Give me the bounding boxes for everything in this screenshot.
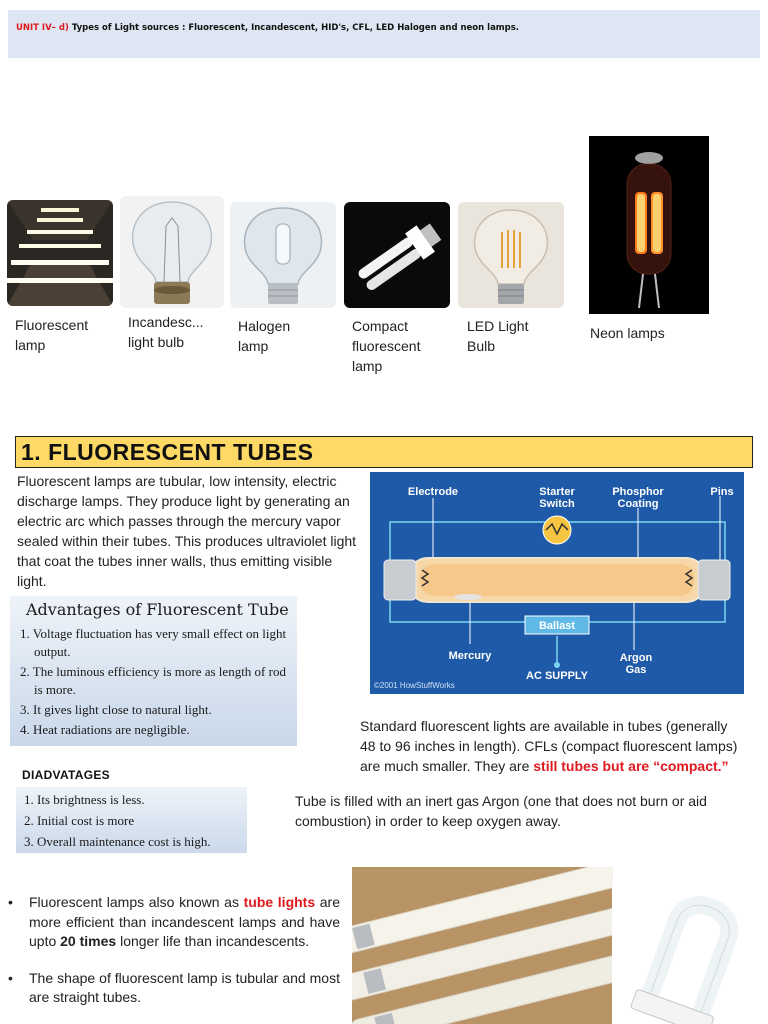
advantages-title: Advantages of Fluorescent Tube bbox=[26, 600, 289, 619]
fluorescent-tubes-photo bbox=[352, 867, 613, 1024]
disadvantages-box bbox=[16, 787, 247, 853]
diagram-label-starter: Starter Switch bbox=[539, 486, 575, 510]
advantage-item: 2. The luminous efficiency is more as length of rod is more. bbox=[20, 664, 286, 697]
diagram-label-argon: Argon Gas bbox=[619, 652, 653, 676]
halogen-lamp-label: Halogen lamp bbox=[238, 318, 291, 354]
fluorescent-lamp-label: Fluorescent lamp bbox=[15, 317, 89, 353]
diagram-label-ballast: Ballast bbox=[538, 620, 576, 632]
diagram-copyright: ©2001 HowStuffWorks bbox=[374, 681, 455, 690]
neon-lamps-label: Neon lamps bbox=[590, 325, 665, 341]
advantage-item: 1. Voltage fluctuation has very small effect on light output. bbox=[20, 626, 287, 659]
advantages-list bbox=[16, 625, 291, 739]
led-bulb-image bbox=[458, 202, 564, 308]
intro-paragraph: Fluorescent lamps are tubular, low intensity, electric discharge lamps. They produce light by generating an electric arc which passes through the mercury vapor sealed within their tubes. This produces ultraviolet light that coat the tubes inner walls, thus emitting visible light. bbox=[17, 473, 357, 589]
cfl-lamp-label: Compact fluorescent lamp bbox=[352, 318, 421, 374]
unit-header-text bbox=[16, 23, 752, 34]
disadvantage-item: 2. Initial cost is more bbox=[24, 813, 135, 828]
fact-item-shape: • The shape of fluorescent lamp is tubular and most are straight tubes. bbox=[8, 969, 340, 1008]
diagram-label-phosphor: Phosphor Coating bbox=[612, 486, 664, 510]
argon-paragraph: Tube is filled with an inert gas Argon (one that does not burn or aid combustion) in order to keep oxygen away. bbox=[295, 793, 707, 829]
unit-header bbox=[8, 10, 760, 58]
standard-highlight: still tubes but are “compact.” bbox=[533, 758, 729, 774]
fact-item-efficiency: • Fluorescent lamps also known as tube lights are more efficient than incandescent lamps and have upto 20 times longer life than incandescents. bbox=[8, 893, 340, 952]
neon-lamp-image bbox=[589, 136, 709, 314]
diagram-label-ac-supply: AC SUPPLY bbox=[526, 670, 588, 682]
diagram-label-mercury: Mercury bbox=[448, 650, 492, 662]
fluorescent-facts-list bbox=[8, 893, 340, 1024]
u-shaped-lamp-image bbox=[612, 887, 768, 1024]
diagram-label-pins: Pins bbox=[710, 486, 734, 498]
unit-title: Types of Light sources : Fluorescent, Incandescent, HID's, CFL, LED Halogen and neon lamps. bbox=[71, 23, 520, 33]
disadvantage-item: 1. Its brightness is less. bbox=[24, 792, 145, 807]
disadvantages-list bbox=[20, 791, 243, 851]
advantages-box bbox=[10, 596, 297, 746]
fluorescent-tube-diagram bbox=[370, 472, 744, 694]
standard-text: Standard fluorescent lights are available in tubes (generally 48 to 96 inches in length). CFLs (compact fluorescent lamps) are much smaller. They are bbox=[360, 718, 738, 774]
fluorescent-lamp-image bbox=[7, 200, 113, 306]
incandescent-bulb-label: Incandesc... light bulb bbox=[128, 314, 204, 350]
advantage-item: 4. Heat radiations are negligible. bbox=[20, 722, 190, 737]
advantage-item: 3. It gives light close to natural light. bbox=[20, 702, 212, 717]
led-bulb-label: LED Light Bulb bbox=[467, 318, 529, 354]
incandescent-bulb-image bbox=[120, 196, 224, 308]
standard-paragraph bbox=[360, 716, 740, 776]
cfl-lamp-image bbox=[344, 202, 450, 308]
diagram-label-electrode: Electrode bbox=[407, 486, 459, 498]
halogen-lamp-image bbox=[230, 202, 336, 308]
section-title: 1. FLUORESCENT TUBES bbox=[15, 436, 753, 468]
disadvantage-item: 3. Overall maintenance cost is high. bbox=[24, 834, 211, 849]
disadvantages-title: DIADVATAGES bbox=[22, 768, 110, 782]
unit-label: UNIT IV– d) bbox=[16, 23, 69, 33]
